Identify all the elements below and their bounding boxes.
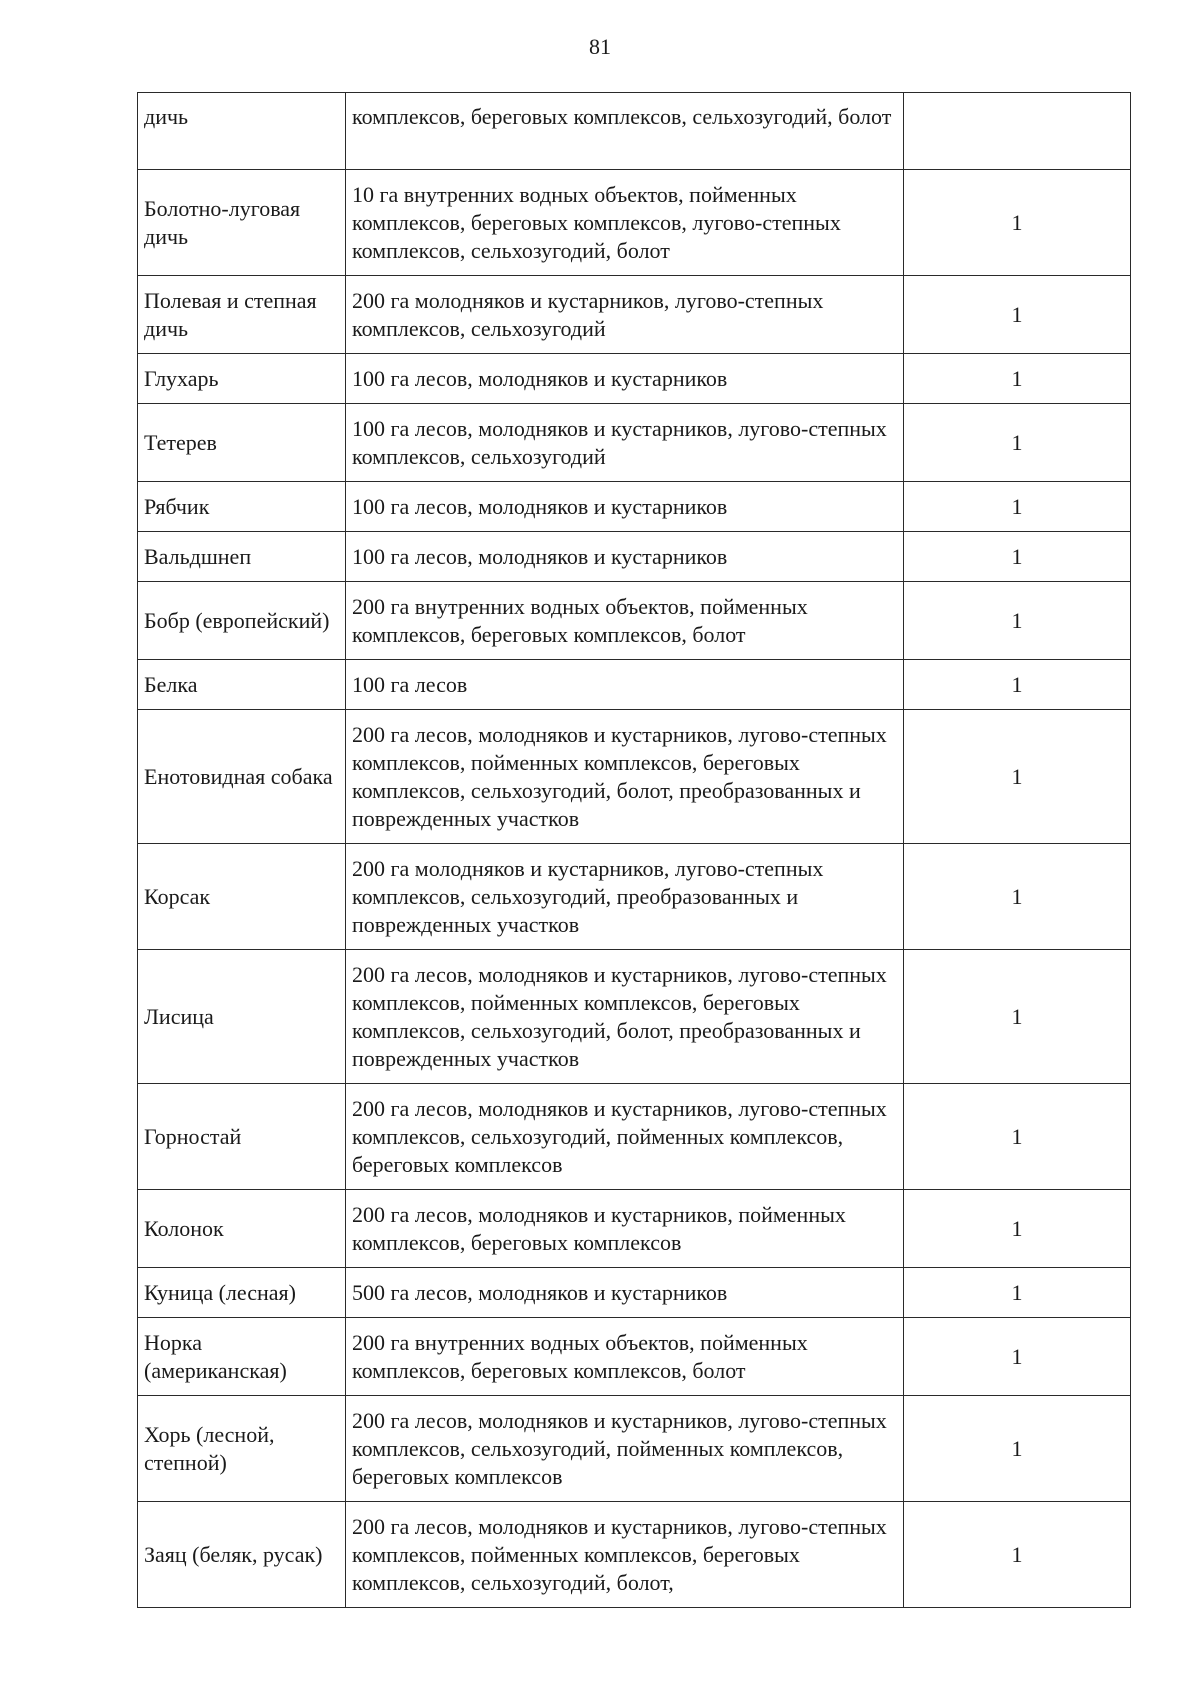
norm-cell: 1 xyxy=(904,1084,1131,1190)
area-cell: 200 га внутренних водных объектов, пойменных комплексов, береговых комплексов, болот xyxy=(346,582,904,660)
area-cell: 200 га лесов, молодняков и кустарников, лугово-степных комплексов, пойменных комплексов, береговых комплексов, сельхозугодий, болот, преобразованных и поврежденных участков xyxy=(346,710,904,844)
norm-cell: 1 xyxy=(904,482,1131,532)
area-cell: 200 га лесов, молодняков и кустарников, лугово-степных комплексов, сельхозугодий, пойменных комплексов, береговых комплексов xyxy=(346,1396,904,1502)
norm-cell xyxy=(904,93,1131,170)
table-row xyxy=(138,532,1131,582)
species-cell: Заяц (беляк, русак) xyxy=(138,1502,346,1608)
area-cell: 200 га внутренних водных объектов, пойменных комплексов, береговых комплексов, болот xyxy=(346,1318,904,1396)
area-cell: 200 га лесов, молодняков и кустарников, лугово-степных комплексов, пойменных комплексов, береговых комплексов, сельхозугодий, болот, преобразованных и поврежденных участков xyxy=(346,950,904,1084)
area-cell: 200 га молодняков и кустарников, лугово-степных комплексов, сельхозугодий, преобразованных и поврежденных участков xyxy=(346,844,904,950)
area-cell: 100 га лесов, молодняков и кустарников xyxy=(346,482,904,532)
area-cell: 200 га лесов, молодняков и кустарников, пойменных комплексов, береговых комплексов xyxy=(346,1190,904,1268)
norm-cell: 1 xyxy=(904,1268,1131,1318)
norm-cell: 1 xyxy=(904,354,1131,404)
table-row xyxy=(138,354,1131,404)
norm-cell: 1 xyxy=(904,1396,1131,1502)
species-cell: Болотно-луговая дичь xyxy=(138,170,346,276)
species-cell: Полевая и степная дичь xyxy=(138,276,346,354)
habitat-norms-table xyxy=(137,92,1131,1608)
norm-cell: 1 xyxy=(904,170,1131,276)
area-cell: 100 га лесов, молодняков и кустарников xyxy=(346,354,904,404)
table-row xyxy=(138,482,1131,532)
area-cell: 500 га лесов, молодняков и кустарников xyxy=(346,1268,904,1318)
norm-cell: 1 xyxy=(904,1190,1131,1268)
table-row xyxy=(138,404,1131,482)
norm-cell: 1 xyxy=(904,710,1131,844)
norm-cell: 1 xyxy=(904,844,1131,950)
area-cell: 10 га внутренних водных объектов, пойменных комплексов, береговых комплексов, лугово-степных комплексов, сельхозугодий, болот xyxy=(346,170,904,276)
area-cell: 200 га лесов, молодняков и кустарников, лугово-степных комплексов, сельхозугодий, пойменных комплексов, береговых комплексов xyxy=(346,1084,904,1190)
area-cell: комплексов, береговых комплексов, сельхозугодий, болот xyxy=(346,93,904,170)
area-cell: 100 га лесов, молодняков и кустарников xyxy=(346,532,904,582)
species-cell: Белка xyxy=(138,660,346,710)
species-cell: Хорь (лесной, степной) xyxy=(138,1396,346,1502)
norm-cell: 1 xyxy=(904,950,1131,1084)
norm-cell: 1 xyxy=(904,404,1131,482)
table-row xyxy=(138,660,1131,710)
table-row xyxy=(138,710,1131,844)
norm-cell: 1 xyxy=(904,582,1131,660)
table-row xyxy=(138,1190,1131,1268)
norm-cell: 1 xyxy=(904,1318,1131,1396)
norm-cell: 1 xyxy=(904,532,1131,582)
norm-cell: 1 xyxy=(904,660,1131,710)
table-row xyxy=(138,1396,1131,1502)
table-row xyxy=(138,1502,1131,1608)
table-row xyxy=(138,582,1131,660)
species-cell: Тетерев xyxy=(138,404,346,482)
species-cell: Глухарь xyxy=(138,354,346,404)
species-cell: Рябчик xyxy=(138,482,346,532)
area-cell: 200 га молодняков и кустарников, лугово-степных комплексов, сельхозугодий xyxy=(346,276,904,354)
species-cell: дичь xyxy=(138,93,346,170)
page-number: 81 xyxy=(589,34,611,59)
table-row xyxy=(138,950,1131,1084)
norm-cell: 1 xyxy=(904,276,1131,354)
species-cell: Куница (лесная) xyxy=(138,1268,346,1318)
table-row xyxy=(138,1268,1131,1318)
table-row xyxy=(138,276,1131,354)
species-cell: Бобр (европейский) xyxy=(138,582,346,660)
species-cell: Лисица xyxy=(138,950,346,1084)
table-row xyxy=(138,170,1131,276)
table-row xyxy=(138,1318,1131,1396)
norm-cell: 1 xyxy=(904,1502,1131,1608)
species-cell: Вальдшнеп xyxy=(138,532,346,582)
species-cell: Норка (американская) xyxy=(138,1318,346,1396)
species-cell: Енотовидная собака xyxy=(138,710,346,844)
area-cell: 200 га лесов, молодняков и кустарников, лугово-степных комплексов, пойменных комплексов, береговых комплексов, сельхозугодий, болот, xyxy=(346,1502,904,1608)
table-row xyxy=(138,844,1131,950)
species-cell: Корсак xyxy=(138,844,346,950)
area-cell: 100 га лесов xyxy=(346,660,904,710)
table-row xyxy=(138,93,1131,170)
species-cell: Горностай xyxy=(138,1084,346,1190)
species-cell: Колонок xyxy=(138,1190,346,1268)
area-cell: 100 га лесов, молодняков и кустарников, лугово-степных комплексов, сельхозугодий xyxy=(346,404,904,482)
table-row xyxy=(138,1084,1131,1190)
